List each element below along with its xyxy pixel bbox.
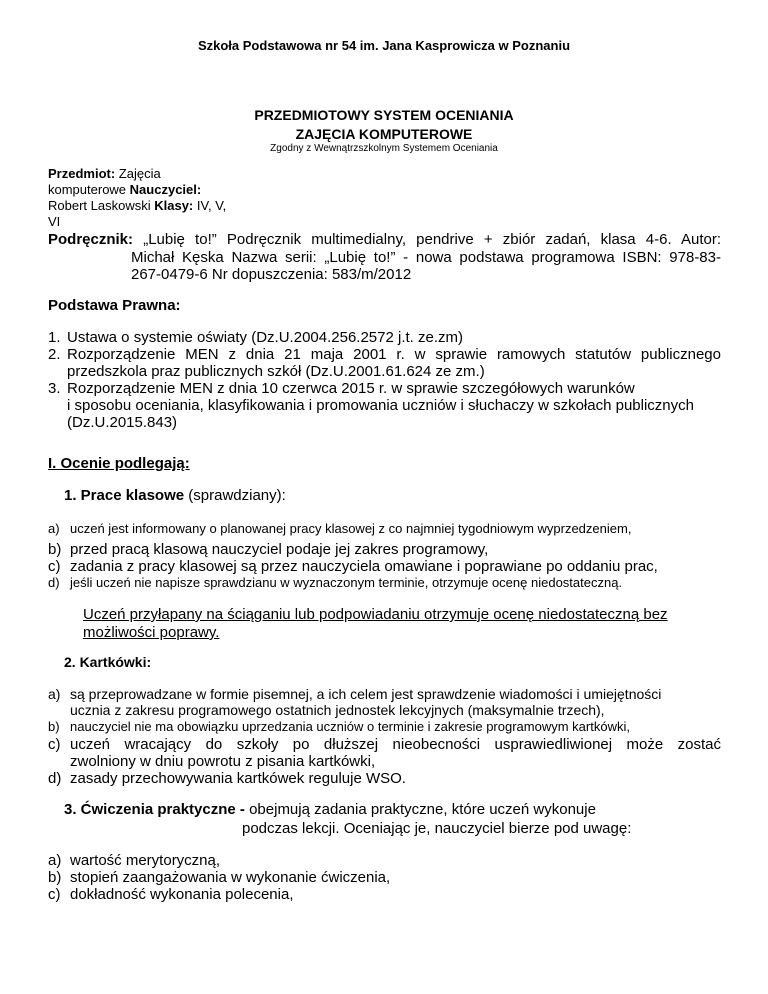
subsection-label: 3. Ćwiczenia praktyczne -	[64, 801, 245, 818]
list-item: jeśli uczeń nie napisze sprawdzianu w wyznaczonym terminie, otrzymuje ocenę niedostateczną.	[70, 575, 623, 590]
list-letter: d)	[48, 575, 60, 590]
list-item: dokładność wykonania polecenia,	[70, 886, 294, 903]
list-item-cont: zwolniony w dniu powrotu z pisania kartkówki,	[70, 753, 376, 770]
list-letter: b)	[48, 541, 62, 558]
list-item: zasady przechowywania kartkówek reguluje WSO.	[70, 770, 406, 787]
list-item: przed pracą klasową nauczyciel podaje jej zakres programowy,	[70, 541, 489, 558]
textbook-line-2: Michał Kęska Nazwa serii: „Lubię to!” - nowa podstawa programowa ISBN: 978-83-	[131, 249, 721, 266]
textbook-line-3: 267-0479-6 Nr dopuszczenia: 583/m/2012	[131, 266, 412, 283]
subsection-prace-klasowe: 1. Prace klasowe (sprawdziany):	[64, 487, 286, 504]
subsection-kartkowki: 2. Kartkówki:	[64, 654, 152, 670]
legal-item-2: Rozporządzenie MEN z dnia 21 maja 2001 r. w sprawie ramowych statutów publicznego	[67, 346, 721, 363]
list-item: są przeprowadzane w formie pisemnej, a ich celem jest sprawdzenie wiadomości i umiejętności	[70, 686, 662, 702]
subsection-cwiczenia-cont: podczas lekcji. Oceniając je, nauczyciel bierze pod uwagę:	[242, 820, 632, 837]
subsection-label: 1. Prace klasowe	[64, 487, 185, 504]
document-subtitle: Zgodny z Wewnątrzszkolnym Systemem Oceniania	[270, 143, 498, 154]
list-item: uczeń wracający do szkoły po dłuższej nieobecności usprawiedliwionej może zostać	[70, 736, 721, 753]
list-letter: a)	[48, 852, 62, 869]
teacher-label: Nauczyciel:	[129, 182, 202, 197]
list-item-cont: ucznia z zakresu programowego ostatnich jednostek lekcyjnych (maksymalnie trzech),	[70, 702, 605, 718]
school-name: Szkoła Podstawowa nr 54 im. Jana Kasprowicza w Poznaniu	[197, 38, 571, 53]
document-title: PRZEDMIOTOWY SYSTEM OCENIANIA	[254, 107, 514, 123]
subject-label: Przedmiot:	[48, 166, 116, 181]
subsection-cwiczenia: 3. Ćwiczenia praktyczne - obejmują zadania praktyczne, które uczeń wykonuje	[64, 801, 596, 818]
legal-item-2-cont: przedszkola praz publicznych szkół (Dz.U.2001.61.624 ze zm.)	[67, 363, 485, 380]
list-item: stopień zaangażowania w wykonanie ćwiczenia,	[70, 869, 391, 886]
classes-value: VI	[48, 214, 61, 229]
document-subject-title: ZAJĘCIA KOMPUTEROWE	[295, 126, 473, 142]
cheating-note-cont: możliwości poprawy.	[83, 624, 220, 641]
list-item: nauczyciel nie ma obowiązku uprzedzania uczniów o terminie i zakresie programowym kartkówki,	[70, 719, 630, 734]
cheating-note: Uczeń przyłapany na ściąganiu lub podpowiadaniu otrzymuje ocenę niedostateczną bez	[83, 606, 668, 623]
subject-value: Zajęcia	[118, 166, 161, 181]
list-letter: b)	[48, 719, 60, 734]
legal-item-3-cont2: (Dz.U.2015.843)	[67, 414, 178, 431]
subject-line	[48, 166, 161, 181]
legal-item-1-num: 1.	[48, 329, 61, 346]
list-letter: a)	[48, 521, 60, 536]
list-item: zadania z pracy klasowej są przez nauczyciela omawiane i poprawiane po oddaniu prac,	[70, 558, 658, 575]
teacher-value: Robert Laskowski	[48, 198, 151, 213]
list-item: uczeń jest informowany o planowanej pracy klasowej z co najmniej tygodniowym wyprzedzeniem,	[70, 521, 632, 536]
legal-item-3-num: 3.	[48, 380, 61, 397]
list-letter: a)	[48, 686, 61, 702]
textbook-line-1: Podręcznik: „Lubię to!” Podręcznik multimedialny, pendrive + zbiór zadań, klasa 4-6. Autor:	[48, 231, 722, 248]
list-letter: c)	[48, 886, 61, 903]
list-letter: d)	[48, 770, 62, 787]
list-item: wartość merytoryczną,	[70, 852, 221, 869]
legal-heading: Podstawa Prawna:	[48, 297, 181, 314]
classes-label: Klasy:	[154, 198, 194, 213]
legal-item-3-cont: i sposobu oceniania, klasyfikowania i promowania uczniów i słuchaczy w szkołach publicznych	[67, 397, 694, 414]
legal-item-3: Rozporządzenie MEN z dnia 10 czerwca 2015 r. w sprawie szczegółowych warunków	[67, 380, 635, 397]
list-letter: b)	[48, 869, 62, 886]
section-heading: I. Ocenie podlegają:	[48, 455, 190, 472]
list-letter: c)	[48, 736, 61, 753]
teacher-line: komputerowe Nauczyciel:	[48, 182, 202, 197]
legal-item-1: Ustawa o systemie oświaty (Dz.U.2004.256.2572 j.t. ze.zm)	[67, 329, 463, 346]
list-letter: c)	[48, 558, 61, 575]
textbook-label: Podręcznik:	[48, 231, 134, 248]
legal-item-2-num: 2.	[48, 346, 61, 363]
classes-line: Robert Laskowski Klasy: IV, V,	[48, 198, 227, 213]
